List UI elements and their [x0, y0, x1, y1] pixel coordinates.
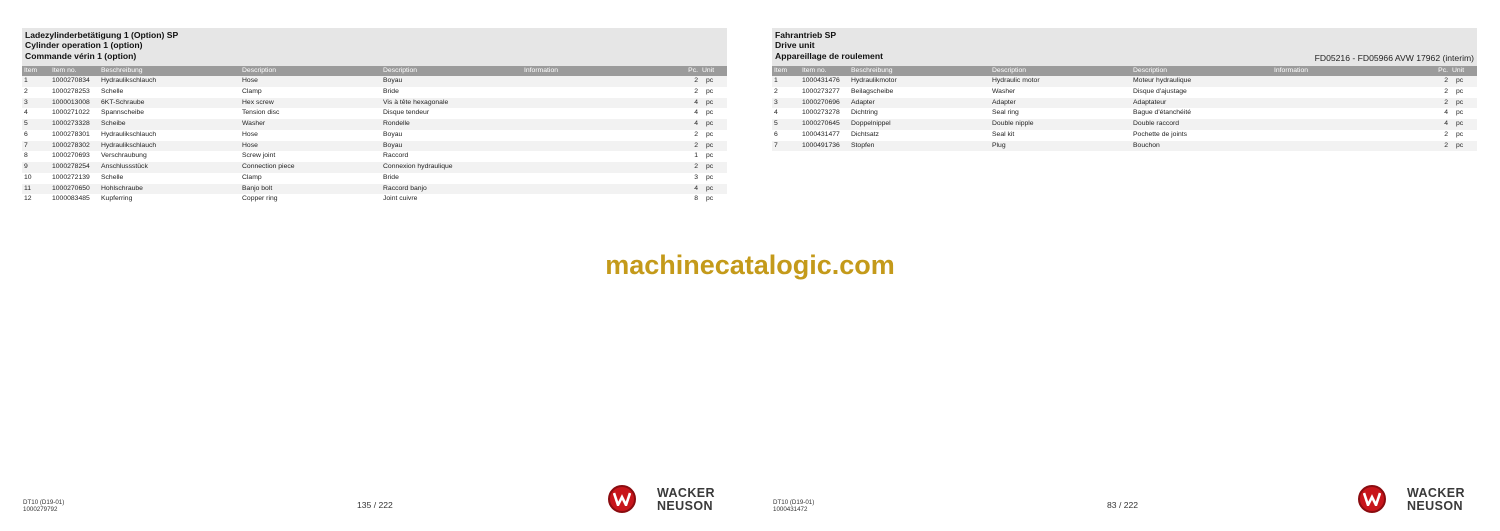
cell-beschreibung: Kupferring	[101, 195, 133, 203]
table-row	[22, 108, 727, 119]
cell-beschreibung: 6KT-Schraube	[99, 98, 240, 109]
cell-item: 12	[24, 195, 32, 203]
column-header-item: Item	[22, 66, 50, 76]
cell-information	[1272, 119, 1412, 130]
cell-pc: 4	[1412, 119, 1450, 130]
section-header	[772, 28, 1477, 66]
cell-description-fr: Boyau	[381, 76, 522, 87]
table-row	[22, 98, 727, 109]
column-header-item-no: Item no.	[800, 66, 849, 76]
cell-description-fr: Joint cuivre	[383, 195, 418, 203]
cell-item: 6	[24, 130, 28, 138]
cell-unit: pc	[700, 162, 727, 173]
cell-pc: 2	[1412, 141, 1450, 152]
cell-beschreibung: Scheibe	[99, 119, 240, 130]
table-row	[772, 119, 1477, 130]
cell-information	[1272, 141, 1412, 152]
parts-table	[22, 66, 727, 205]
cell-beschreibung: Beilagscheibe	[851, 87, 894, 95]
table-row	[22, 87, 727, 98]
cell-beschreibung: Hydraulikschlauch	[101, 130, 157, 138]
brand-logo	[1358, 485, 1480, 515]
cell-beschreibung: Schelle	[101, 173, 124, 181]
table-header-row	[22, 66, 727, 76]
table-row	[22, 194, 727, 205]
cell-item-no: 1000270696	[800, 98, 849, 109]
column-header-description-fr: Description	[1131, 66, 1272, 76]
section-title-fr: Appareillage de roulement	[775, 50, 883, 61]
cell-item: 3	[22, 98, 50, 109]
cell-item-no: 1000270693	[52, 152, 90, 160]
cell-description-en: Hex screw	[240, 98, 381, 109]
cell-unit: pc	[700, 141, 727, 152]
section-title-fr: Commande vérin 1 (option)	[25, 50, 137, 61]
cell-description-fr: Moteur hydraulique	[1131, 76, 1272, 87]
cell-information	[522, 173, 662, 184]
cell-beschreibung: Hydraulikschlauch	[99, 76, 240, 87]
cell-information	[522, 76, 662, 87]
cell-item-no: 1000278254	[50, 162, 99, 173]
cell-unit: pc	[700, 98, 727, 109]
cell-pc: 2	[694, 87, 698, 95]
cell-pc: 3	[694, 173, 698, 181]
cell-description-en: Seal kit	[992, 130, 1015, 138]
cell-unit: pc	[1450, 98, 1477, 109]
cell-description-fr: Adaptateur	[1131, 98, 1272, 109]
column-header-information: Information	[1272, 66, 1412, 76]
cell-information	[1272, 98, 1412, 109]
brand-name-line1: WACKER	[1407, 486, 1465, 500]
cell-description-en: Clamp	[242, 87, 262, 95]
cell-information	[522, 87, 662, 98]
cell-beschreibung: Verschraubung	[101, 152, 147, 160]
cell-item-no: 1000491736	[800, 141, 849, 152]
cell-description-en: Tension disc	[242, 109, 280, 117]
table-row	[22, 119, 727, 130]
column-header-beschreibung: Beschreibung	[849, 66, 990, 76]
brand-name-line1: WACKER	[657, 486, 715, 500]
cell-beschreibung: Anschlussstück	[99, 162, 240, 173]
cell-description-en: Washer	[240, 119, 381, 130]
cell-item-no: 1000271022	[52, 109, 90, 117]
table-header-row	[772, 66, 1477, 76]
cell-pc: 4	[662, 98, 700, 109]
cell-information	[522, 162, 662, 173]
cell-unit: pc	[706, 87, 714, 95]
cell-item-no: 1000270834	[50, 76, 99, 87]
brand-logo	[608, 485, 730, 515]
cell-pc: 8	[694, 195, 698, 203]
watermark: machinecatalogic.com	[605, 250, 895, 280]
wacker-neuson-w-icon	[1358, 485, 1386, 513]
brand-name-line2: NEUSON	[657, 499, 713, 513]
cell-description-fr: Boyau	[381, 141, 522, 152]
cell-pc: 4	[662, 184, 700, 195]
cell-description-fr: Bride	[383, 87, 399, 95]
cell-information	[522, 119, 662, 130]
cell-item: 1	[22, 76, 50, 87]
cell-unit: pc	[706, 195, 714, 203]
cell-unit: pc	[706, 130, 714, 138]
cell-item: 8	[24, 152, 28, 160]
cell-information	[522, 194, 662, 205]
cell-unit: pc	[700, 76, 727, 87]
cell-description-en: Connection piece	[240, 162, 381, 173]
cell-item-no: 1000278302	[50, 141, 99, 152]
cell-unit: pc	[706, 109, 714, 117]
cell-pc: 4	[662, 119, 700, 130]
cell-pc: 4	[1444, 109, 1448, 117]
cell-item: 3	[772, 98, 800, 109]
cell-item: 1	[772, 76, 800, 87]
cell-unit: pc	[1450, 141, 1477, 152]
footer-doc-number: 1000279792	[23, 506, 58, 514]
cell-pc: 2	[662, 141, 700, 152]
cell-description-en: Hose	[240, 141, 381, 152]
page-number: 135 / 222	[357, 500, 393, 510]
cell-pc: 4	[694, 109, 698, 117]
column-header-unit: Unit	[1450, 66, 1477, 76]
table-row	[772, 130, 1477, 141]
cell-beschreibung: Spannscheibe	[101, 109, 145, 117]
cell-pc: 2	[1412, 76, 1450, 87]
column-header-information: Information	[522, 66, 662, 76]
table-row	[772, 141, 1477, 152]
cell-description-fr: Double raccord	[1131, 119, 1272, 130]
cell-item-no: 1000013008	[50, 98, 99, 109]
cell-pc: 1	[694, 152, 698, 160]
cell-information	[1272, 108, 1412, 119]
cell-unit: pc	[1450, 119, 1477, 130]
cell-description-fr: Boyau	[383, 130, 403, 138]
cell-unit: pc	[1456, 130, 1464, 138]
table-row	[772, 76, 1477, 87]
cell-unit: pc	[700, 184, 727, 195]
cell-beschreibung: Hydraulikmotor	[849, 76, 990, 87]
cell-item-no: 1000270650	[50, 184, 99, 195]
table-row	[22, 141, 727, 152]
cell-description-fr: Raccord banjo	[381, 184, 522, 195]
column-header-description-fr: Description	[381, 66, 522, 76]
cell-information	[522, 151, 662, 162]
table-row	[772, 108, 1477, 119]
footer-model: DT10 (D19-01)	[773, 499, 815, 506]
cell-unit: pc	[1450, 76, 1477, 87]
section-title-de: Ladezylinderbetätigung 1 (Option) SP	[25, 30, 179, 40]
cell-item: 11	[22, 184, 50, 195]
table-row	[22, 151, 727, 162]
cell-pc: 2	[1412, 98, 1450, 109]
brand-name-line2: NEUSON	[1407, 499, 1463, 513]
cell-unit: pc	[1456, 87, 1464, 95]
cell-information	[522, 98, 662, 109]
wacker-neuson-w-icon	[608, 485, 636, 513]
cell-beschreibung: Dichtsatz	[851, 130, 879, 138]
column-header-item: Item	[772, 66, 800, 76]
cell-unit: pc	[700, 119, 727, 130]
column-header-description-en: Description	[240, 66, 381, 76]
cell-beschreibung: Stopfen	[849, 141, 990, 152]
cell-item: 10	[24, 173, 32, 181]
column-header-pc: Pc.	[1412, 66, 1450, 76]
cell-item-no: 1000270645	[800, 119, 849, 130]
cell-description-fr: Connexion hydraulique	[381, 162, 522, 173]
cell-item: 4	[24, 109, 28, 117]
cell-item: 9	[22, 162, 50, 173]
cell-description-en: Double nipple	[990, 119, 1131, 130]
cell-item: 6	[774, 130, 778, 138]
cell-description-fr: Vis à tête hexagonale	[381, 98, 522, 109]
cell-unit: pc	[706, 152, 714, 160]
cell-item-no: 1000431477	[802, 130, 840, 138]
cell-unit: pc	[706, 173, 714, 181]
cell-information	[522, 141, 662, 152]
column-header-description-en: Description	[990, 66, 1131, 76]
cell-item: 7	[772, 141, 800, 152]
cell-description-fr: Raccord	[383, 152, 409, 160]
cell-item-no: 1000278253	[52, 87, 90, 95]
section-title-de: Fahrantrieb SP	[775, 30, 837, 40]
cell-beschreibung: Adapter	[849, 98, 990, 109]
column-header-beschreibung: Beschreibung	[99, 66, 240, 76]
footer-model-code	[773, 499, 814, 514]
table-row	[22, 76, 727, 87]
cell-description-fr: Rondelle	[381, 119, 522, 130]
cell-description-en: Screw joint	[242, 152, 276, 160]
cell-item: 5	[772, 119, 800, 130]
cell-item: 5	[22, 119, 50, 130]
table-row	[772, 98, 1477, 109]
cell-pc: 2	[662, 76, 700, 87]
cell-description-fr: Bague d'étanchéité	[1133, 109, 1191, 117]
cell-description-en: Hose	[242, 130, 258, 138]
cell-description-fr: Bouchon	[1131, 141, 1272, 152]
table-row	[22, 130, 727, 141]
column-header-item-no: Item no.	[50, 66, 99, 76]
table-body	[772, 76, 1477, 151]
table-row	[22, 184, 727, 195]
cell-unit: pc	[1456, 109, 1464, 117]
cell-item: 4	[774, 109, 778, 117]
cell-description-en: Hose	[240, 76, 381, 87]
serial-range: FD05216 - FD05966 AVW 17962 (interim)	[1314, 53, 1474, 63]
cell-pc: 2	[1444, 130, 1448, 138]
column-header-pc: Pc.	[662, 66, 700, 76]
column-header-unit: Unit	[700, 66, 727, 76]
cell-pc: 2	[662, 162, 700, 173]
footer-doc-number: 1000431472	[773, 506, 808, 514]
cell-information	[1272, 76, 1412, 87]
cell-description-en: Adapter	[990, 98, 1131, 109]
cell-description-fr: Disque tendeur	[383, 109, 430, 117]
table-body	[22, 76, 727, 205]
cell-information	[1272, 87, 1412, 98]
page-number: 83 / 222	[1107, 500, 1139, 510]
cell-item-no: 1000273277	[802, 87, 840, 95]
cell-item-no: 1000083485	[52, 195, 90, 203]
cell-pc: 2	[1444, 87, 1448, 95]
cell-item: 7	[22, 141, 50, 152]
section-title-en: Cylinder operation 1 (option)	[25, 40, 143, 51]
parts-table	[772, 66, 1477, 151]
cell-beschreibung: Doppelnippel	[849, 119, 990, 130]
section-header	[22, 28, 727, 66]
cell-description-fr: Bride	[383, 173, 399, 181]
cell-information	[522, 184, 662, 195]
cell-description-fr: Disque d'ajustage	[1133, 87, 1187, 95]
cell-item-no: 1000273328	[50, 119, 99, 130]
cell-description-en: Seal ring	[992, 109, 1019, 117]
cell-item: 2	[24, 87, 28, 95]
cell-item: 2	[774, 87, 778, 95]
cell-item-no: 1000431476	[800, 76, 849, 87]
cell-description-en: Copper ring	[242, 195, 278, 203]
cell-item-no: 1000272139	[52, 173, 90, 181]
cell-description-en: Clamp	[242, 173, 262, 181]
cell-information	[1272, 130, 1412, 141]
cell-beschreibung: Schelle	[101, 87, 124, 95]
section-title-en: Drive unit	[775, 40, 815, 51]
cell-beschreibung: Dichtring	[851, 109, 878, 117]
cell-description-en: Banjo bolt	[240, 184, 381, 195]
table-row	[22, 173, 727, 184]
footer-model-code	[23, 499, 64, 514]
cell-description-fr: Pochette de joints	[1133, 130, 1188, 138]
cell-description-en: Plug	[990, 141, 1131, 152]
cell-item-no: 1000278301	[52, 130, 90, 138]
cell-beschreibung: Hydraulikschlauch	[99, 141, 240, 152]
cell-description-en: Hydraulic motor	[990, 76, 1131, 87]
footer-model: DT10 (D19-01)	[23, 499, 65, 506]
cell-item-no: 1000273278	[802, 109, 840, 117]
cell-description-en: Washer	[992, 87, 1016, 95]
cell-pc: 2	[694, 130, 698, 138]
table-row	[772, 87, 1477, 98]
cell-information	[522, 108, 662, 119]
table-row	[22, 162, 727, 173]
cell-beschreibung: Hohlschraube	[99, 184, 240, 195]
cell-information	[522, 130, 662, 141]
